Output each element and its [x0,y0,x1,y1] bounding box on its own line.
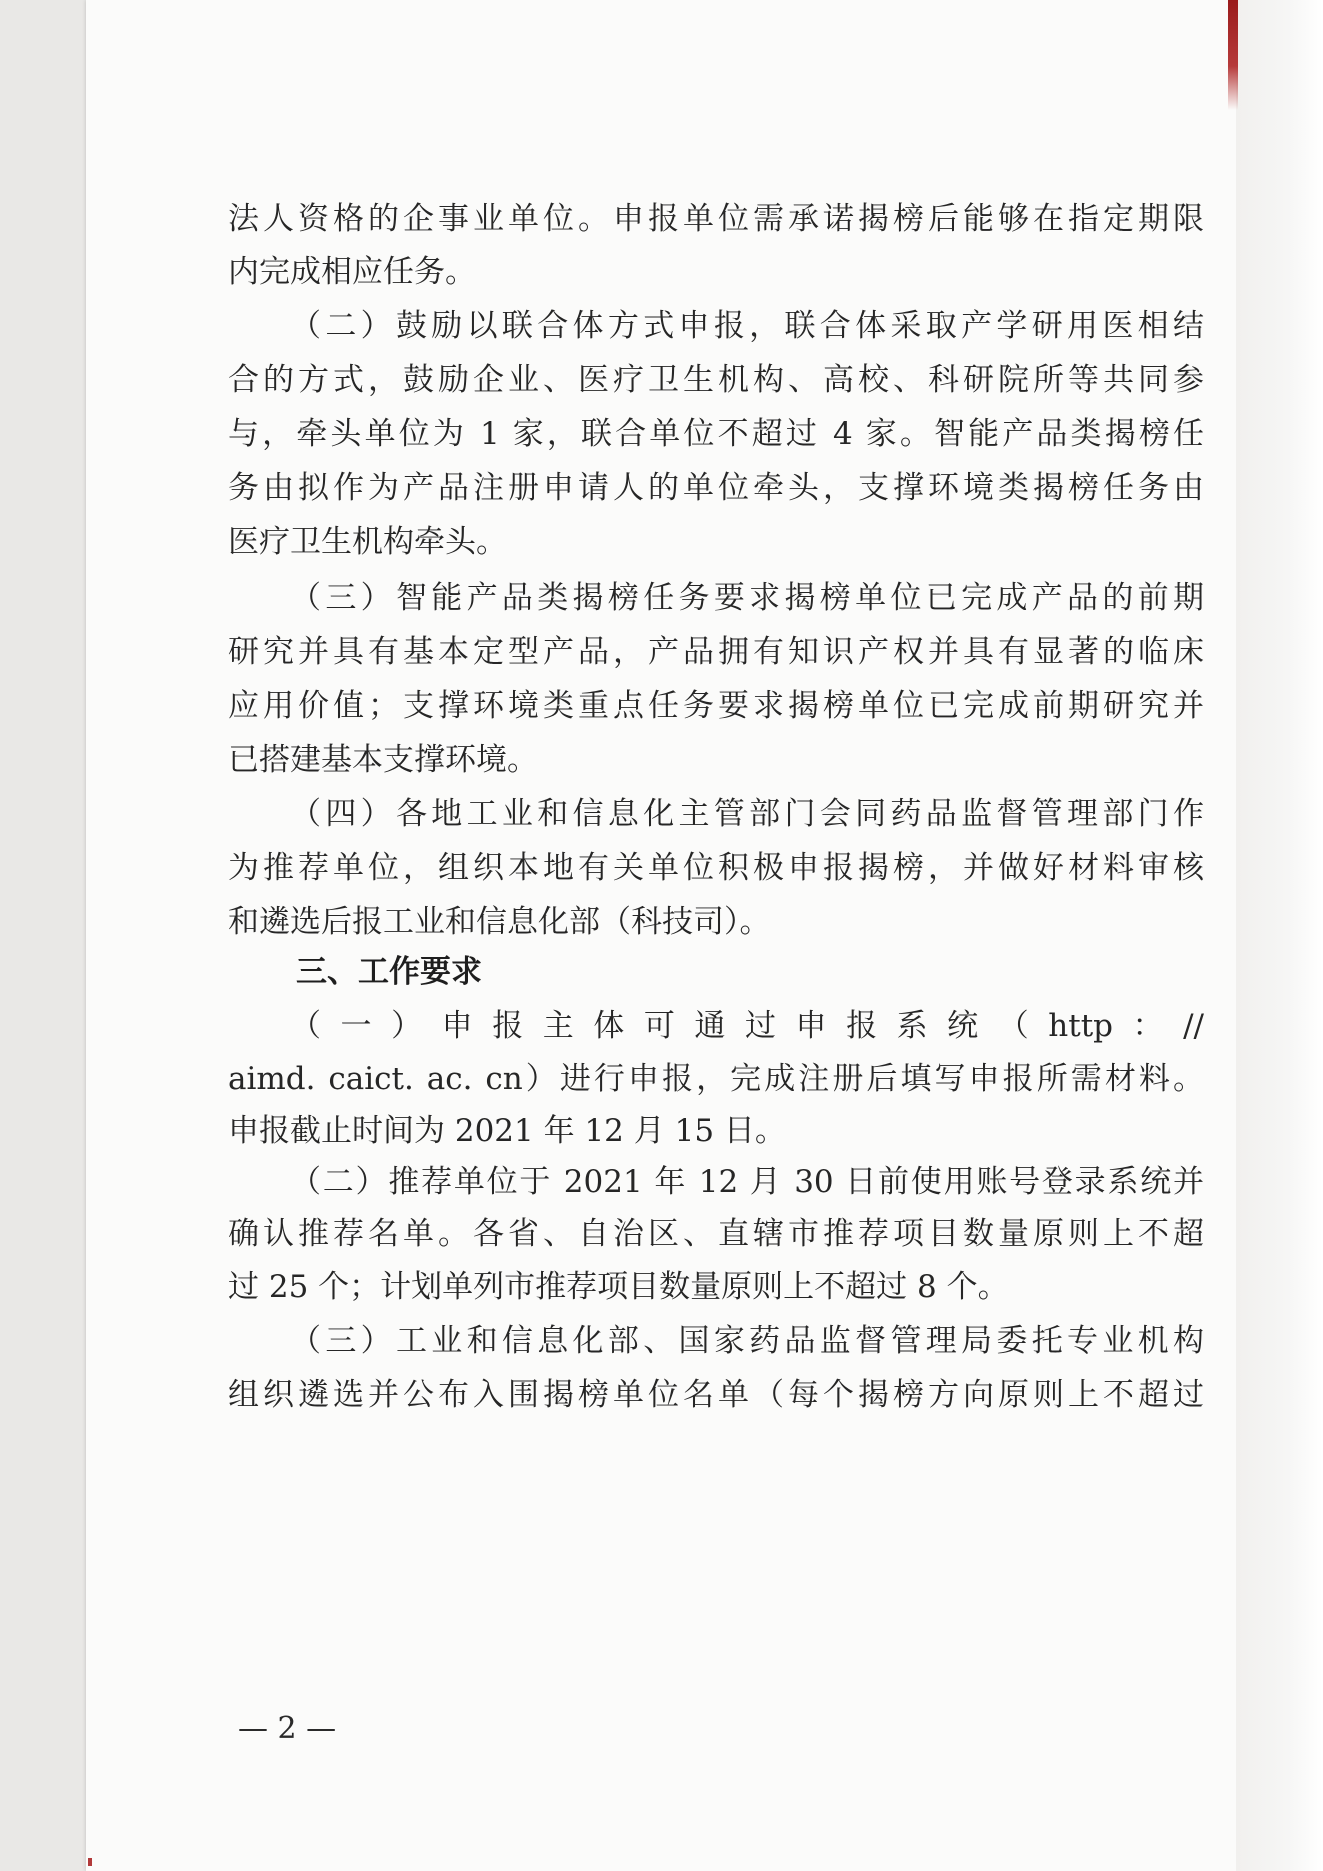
body-line: 已搭建基本支撑环境。 [228,742,538,778]
section-heading: 三、工作要求 [296,954,482,990]
body-line: 应用价值；支撑环境类重点任务要求揭榜单位已完成前期研究并 [228,688,1204,724]
body-line: 组织遴选并公布入围揭榜单位名单（每个揭榜方向原则上不超过 [228,1377,1204,1413]
page-number: — 2 — [238,1711,337,1746]
body-line: 研究并具有基本定型产品，产品拥有知识产权并具有显著的临床 [228,634,1204,670]
body-line: 申报截止时间为 2021 年 12 月 15 日。 [228,1113,786,1149]
body-line: 合的方式，鼓励企业、医疗卫生机构、高校、科研院所等共同参 [228,362,1204,398]
body-line: 过 25 个；计划单列市推荐项目数量原则上不超过 8 个。 [228,1269,1009,1305]
body-line: 医疗卫生机构牵头。 [228,524,507,560]
body-line: 内完成相应任务。 [228,254,476,290]
body-line: 与，牵头单位为 1 家，联合单位不超过 4 家。智能产品类揭榜任 [228,416,1204,452]
body-line: 为推荐单位，组织本地有关单位积极申报揭榜，并做好材料审核 [228,850,1204,886]
paragraph-3-line: （三）智能产品类揭榜任务要求揭榜单位已完成产品的前期 [290,580,1204,616]
paragraph-2-line: （二）鼓励以联合体方式申报，联合体采取产学研用医相结 [290,308,1204,344]
paragraph-5-line: （一）申报主体可通过申报系统（http：// [290,1008,1204,1044]
body-line: aimd. caict. ac. cn）进行申报，完成注册后填写申报所需材料。 [228,1061,1204,1097]
body-line: 法人资格的企事业单位。申报单位需承诺揭榜后能够在指定期限 [228,201,1204,237]
paragraph-6-line: （二）推荐单位于 2021 年 12 月 30 日前使用账号登录系统并 [290,1164,1204,1200]
body-line: 务由拟作为产品注册申请人的单位牵头，支撑环境类揭榜任务由 [228,470,1204,506]
paragraph-4-line: （四）各地工业和信息化主管部门会同药品监督管理部门作 [290,796,1204,832]
body-line: 确认推荐名单。各省、自治区、直辖市推荐项目数量原则上不超 [228,1216,1204,1252]
body-line: 和遴选后报工业和信息化部（科技司）。 [228,904,771,940]
paragraph-7-line: （三）工业和信息化部、国家药品监督管理局委托专业机构 [290,1323,1204,1359]
